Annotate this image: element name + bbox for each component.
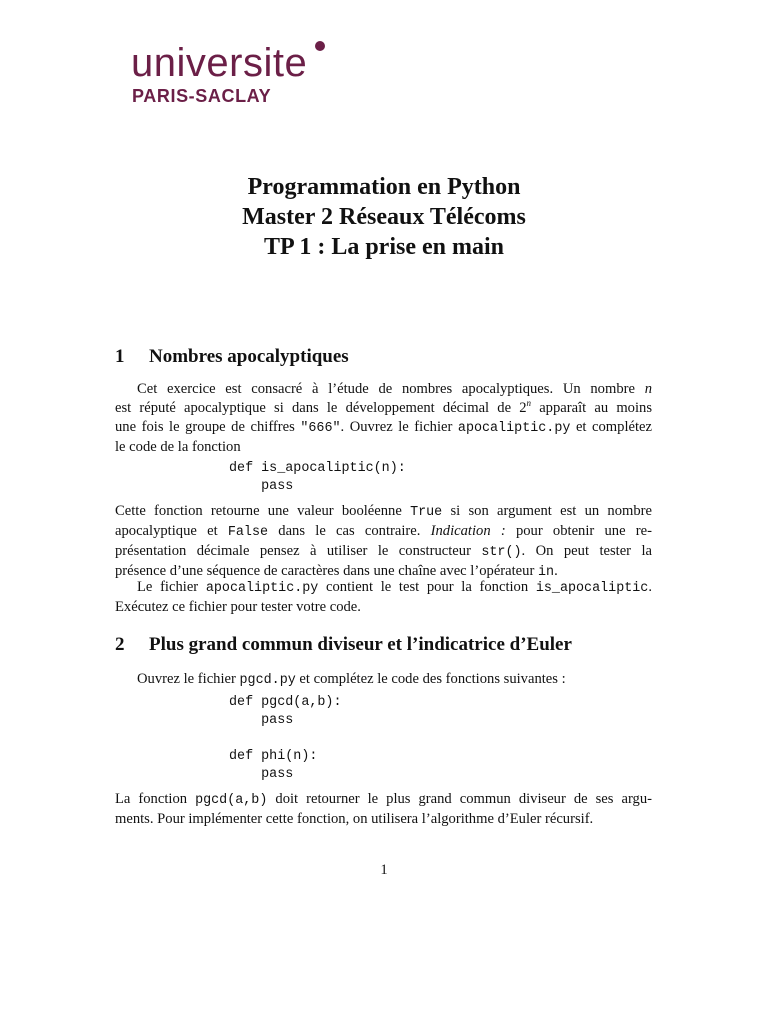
code-true: True [410, 505, 443, 520]
s1p3-text-b: contient le test pour la fonction [318, 579, 536, 595]
s1p1-text-e: . Ouvrez le fichier [340, 419, 458, 435]
section-1-paragraph-1 [115, 380, 652, 457]
filename-apocaliptic: apocaliptic.py [457, 421, 571, 436]
s1p2-text-f: présentation décimale pensez à utiliser le constructeur [115, 543, 482, 559]
section-2-heading [115, 633, 572, 657]
s1p1-line-1 [115, 380, 652, 399]
section-2-number: 2 [115, 634, 125, 655]
logo-accent-dot [315, 41, 325, 51]
code-false: False [227, 525, 269, 540]
s1p1-line-2 [115, 399, 652, 418]
code-in: in [537, 565, 555, 580]
s1p1-line-4: le code de la fonction [115, 439, 241, 455]
s1p2-line-2 [115, 522, 652, 542]
section-1-number: 1 [115, 346, 125, 367]
s1p1-text-a: Cet exercice est consacré à l’étude de nombres apocalyptiques. Un nombre [137, 381, 645, 397]
s1p2-text-i: . [554, 563, 558, 579]
section-1-title: Nombres apocalyptiques [149, 346, 349, 367]
s1p2-text-c: apocalyptique et [115, 523, 228, 539]
s2p2-line-1 [115, 790, 652, 810]
section-1-heading [115, 345, 349, 369]
s2p2-text-a: La fonction [115, 791, 196, 807]
s1p2-text-g: . On peut tester la [521, 543, 652, 559]
s1p2-line-1 [115, 502, 652, 522]
logo-subtitle: PARIS-SACLAY [132, 86, 272, 106]
s1p3-text-a: Le fichier [137, 579, 206, 595]
s2p1-text-a: Ouvrez le fichier [137, 671, 240, 687]
s1p2-text-a: Cette fonction retourne une valeur booléenne [115, 503, 411, 519]
s1p2-text-h: présence d’une séquence de caractères dans une chaîne avec l’opérateur [115, 563, 538, 579]
title-line-3: TP 1 : La prise en main [263, 234, 504, 260]
section-1-paragraph-3 [115, 578, 652, 617]
variable-n: n [644, 381, 652, 397]
code-is-apocaliptic: is_apocaliptic [535, 581, 649, 596]
s2p1-text-b: et complétez le code des fonctions suivantes : [295, 671, 566, 687]
section-1-paragraph-2 [115, 502, 652, 582]
code-666: "666" [300, 421, 341, 436]
s1p2-text-e: pour obtenir une re- [505, 523, 653, 539]
s1p1-text-d: une fois le groupe de chiffres [115, 419, 301, 435]
section-2-paragraph-1 [115, 670, 652, 690]
s1p2-text-b: si son argument est un nombre [442, 503, 652, 519]
exponent-n: n [526, 398, 532, 408]
title-line-1: Programmation en Python [247, 174, 521, 200]
s1p1-text-b: est réputé apocalyptique si dans le développement décimal de 2 [115, 400, 527, 416]
code-block-pgcd-phi: def pgcd(a,b): pass def phi(n): pass [229, 695, 342, 782]
s1p3-text-c: . [648, 579, 652, 595]
code-pgcd: pgcd(a,b) [195, 793, 268, 808]
s2p2-text-b: doit retourner le plus grand commun diviseur de ses argu- [267, 791, 653, 807]
page-number: 1 [380, 862, 388, 878]
filename-pgcd: pgcd.py [239, 673, 296, 688]
indication-label: Indication : [430, 523, 506, 539]
s1p1-text-c: apparaît au moins [531, 400, 652, 416]
document-title [0, 172, 768, 262]
s1p2-text-d: dans le cas contraire. [268, 523, 431, 539]
section-2-title: Plus grand commun diviseur et l’indicatrice d’Euler [149, 634, 572, 655]
s1p2-line-3 [115, 542, 652, 562]
s1p3-line-2: Exécutez ce fichier pour tester votre code. [115, 599, 361, 615]
s2p1-line-1 [115, 670, 652, 690]
title-line-2: Master 2 Réseaux Télécoms [242, 204, 526, 230]
s2p2-line-2: ments. Pour implémenter cette fonction, on utilisera l’algorithme d’Euler récursif. [115, 811, 594, 827]
code-block-is-apocaliptic: def is_apocaliptic(n): pass [229, 461, 406, 494]
s1p1-text-f: et complétez [570, 419, 652, 435]
s1p3-line-1 [115, 578, 652, 598]
section-2-paragraph-2 [115, 790, 652, 829]
university-logo [131, 40, 331, 110]
s1p1-line-3 [115, 418, 652, 438]
logo-wordmark: universite [131, 41, 308, 85]
code-str: str() [481, 545, 522, 560]
filename-apocaliptic-2: apocaliptic.py [205, 581, 319, 596]
